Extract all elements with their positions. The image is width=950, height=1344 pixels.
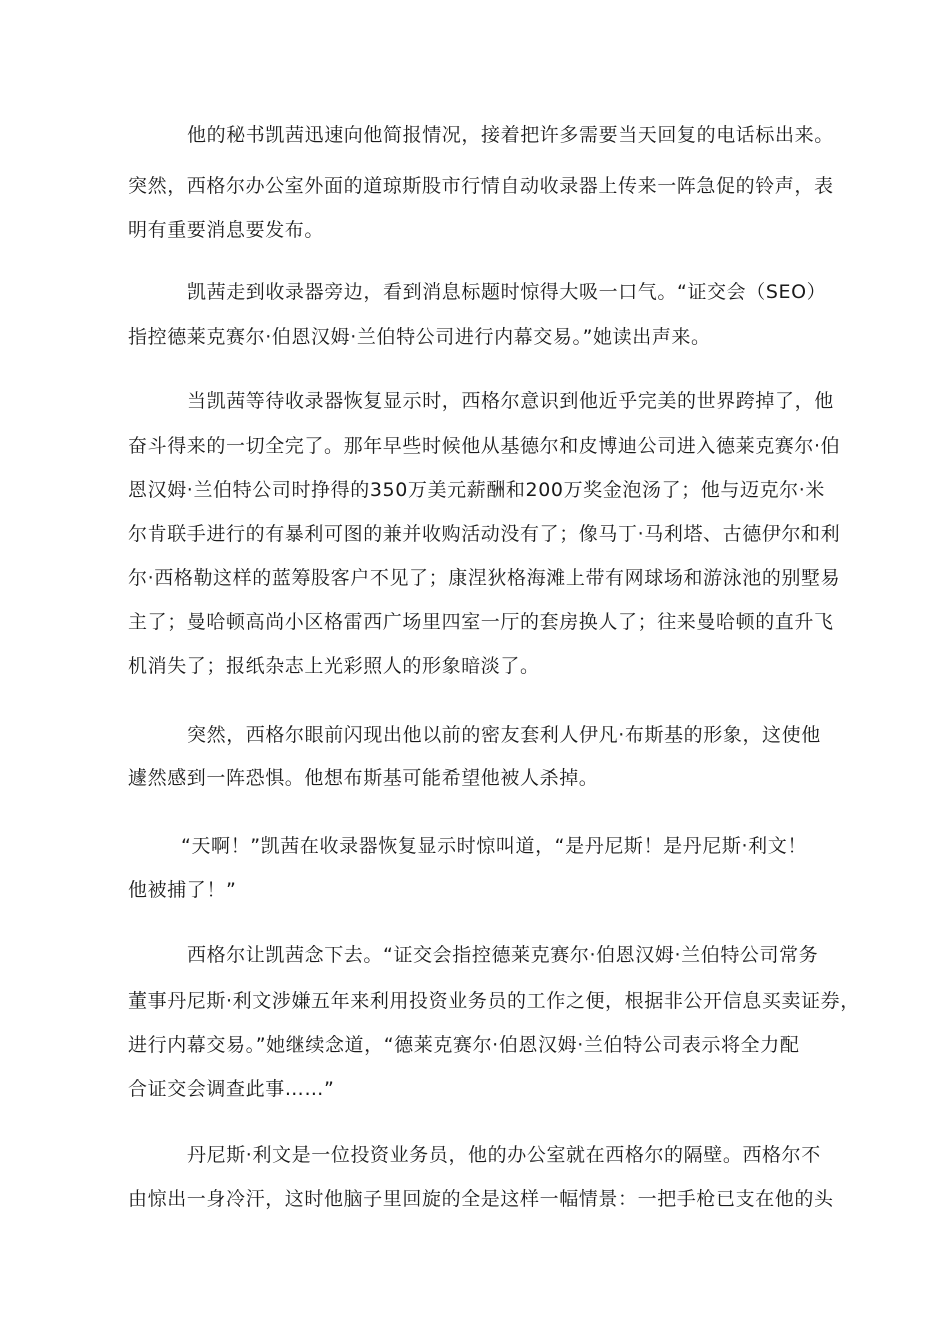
paragraph-line: 由惊出一身冷汗，这时他脑子里回旋的全是这样一幅情景：一把手枪已支在他的头 bbox=[128, 1188, 834, 1210]
paragraph-line: 遽然感到一阵恐惧。他想布斯基可能希望他被人杀掉。 bbox=[128, 767, 599, 789]
paragraph-line: 指控德莱克赛尔·伯恩汉姆·兰伯特公司进行内幕交易。”她读出声来。 bbox=[128, 326, 711, 348]
paragraph-line: 奋斗得来的一切全完了。那年早些时候他从基德尔和皮博迪公司进入德莱克赛尔·伯 bbox=[128, 435, 841, 457]
paragraph-line: 进行内幕交易。”她继续念道，“德莱克赛尔·伯恩汉姆·兰伯特公司表示将全力配 bbox=[128, 1034, 800, 1056]
paragraph-line: 凯茜走到收录器旁边，看到消息标题时惊得大吸一口气。“证交会（SEO） bbox=[187, 281, 827, 303]
paragraph-line: 主了；曼哈顿高尚小区格雷西广场里四室一厅的套房换人了；往来曼哈顿的直升飞 bbox=[128, 611, 834, 633]
paragraph-line: 当凯茜等待收录器恢复显示时，西格尔意识到他近乎完美的世界跨掉了，他 bbox=[187, 390, 834, 412]
paragraph-line: 机消失了；报纸杂志上光彩照人的形象暗淡了。 bbox=[128, 655, 540, 677]
paragraph-line: 他的秘书凯茜迅速向他简报情况，接着把许多需要当天回复的电话标出来。 bbox=[187, 124, 834, 146]
paragraph-line: 丹尼斯·利文是一位投资业务员，他的办公室就在西格尔的隔壁。西格尔不 bbox=[187, 1144, 821, 1166]
paragraph-line: 明有重要消息要发布。 bbox=[128, 219, 325, 241]
paragraph-line: “天啊！”凯茜在收录器恢复显示时惊叫道，“是丹尼斯！是丹尼斯·利文！ bbox=[181, 835, 807, 857]
paragraph-line: 尔肯联手进行的有暴利可图的兼并收购活动没有了；像马丁·马利塔、古德伊尔和利 bbox=[128, 523, 841, 545]
paragraph-line: 他被捕了！” bbox=[128, 879, 237, 901]
paragraph-line: 突然，西格尔眼前闪现出他以前的密友套利人伊凡·布斯基的形象，这使他 bbox=[187, 724, 821, 746]
paragraph-line: 董事丹尼斯·利文涉嫌五年来利用投资业务员的工作之便，根据非公开信息买卖证券， bbox=[128, 990, 860, 1012]
paragraph-line: 恩汉姆·兰伯特公司时挣得的350万美元薪酬和200万奖金泡汤了；他与迈克尔·米 bbox=[128, 479, 826, 501]
paragraph-line: 合证交会调查此事……” bbox=[128, 1078, 335, 1100]
paragraph-line: 尔·西格勒这样的蓝筹股客户不见了；康涅狄格海滩上带有网球场和游泳池的别墅易 bbox=[128, 567, 841, 589]
paragraph-line: 突然，西格尔办公室外面的道琼斯股市行情自动收录器上传来一阵急促的铃声，表 bbox=[128, 175, 834, 197]
paragraph-line: 西格尔让凯茜念下去。“证交会指控德莱克赛尔·伯恩汉姆·兰伯特公司常务 bbox=[187, 944, 819, 966]
